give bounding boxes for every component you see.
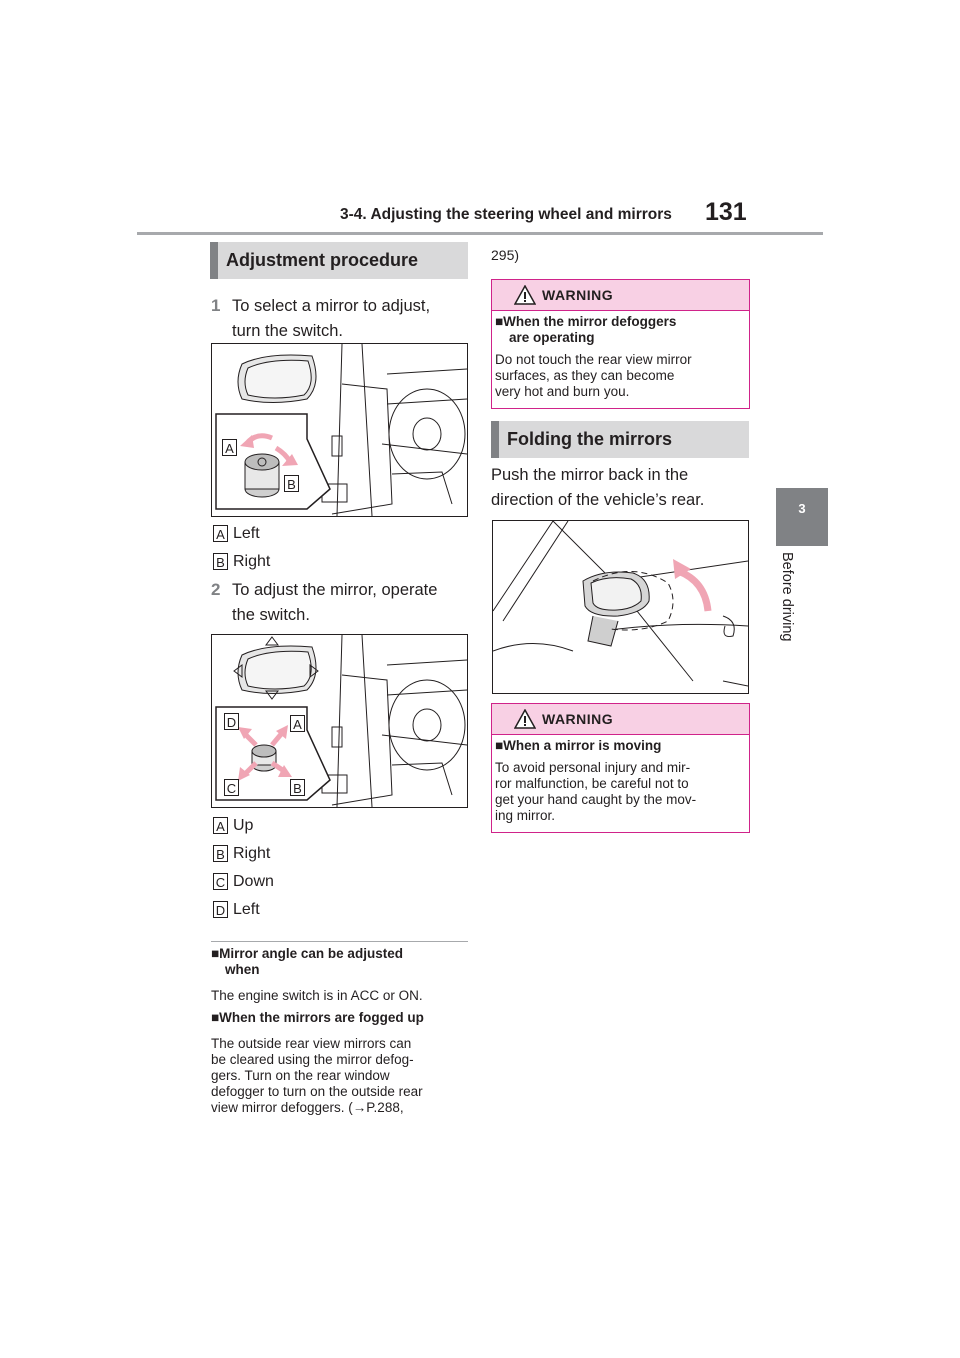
note-text: view mirror defoggers. (→P.288, (211, 1100, 404, 1115)
figure-callout-a: A (222, 439, 237, 456)
figure-callout-d: D (224, 713, 239, 730)
step-text: To select a mirror to adjust, (232, 297, 431, 315)
legend-key: A (213, 817, 228, 834)
figure-callout-b: B (290, 779, 305, 796)
warning-text: very hot and burn you. (495, 384, 630, 399)
chapter-tab-label (776, 552, 798, 672)
header-rule (137, 232, 823, 235)
legend-key: B (213, 845, 228, 862)
warning-text: Do not touch the rear view mirror (495, 352, 692, 367)
section-heading-text: Folding the mirrors (507, 429, 673, 449)
section-heading-text: Adjustment procedure (226, 250, 419, 270)
section-heading-marker (210, 242, 218, 279)
notes-divider (211, 941, 468, 942)
warning-title: WARNING (542, 711, 614, 727)
chapter-title: 3-4. Adjusting the steering wheel and mirrors (340, 206, 672, 223)
note-text: defogger to turn on the outside rear (211, 1084, 423, 1099)
section-heading-marker (491, 421, 499, 458)
chapter-tab (776, 488, 828, 546)
chapter-tab-label-text: Before driving (779, 552, 795, 642)
warning-text: surfaces, as they can become (495, 368, 675, 383)
warning-header (492, 704, 749, 735)
warning-text: get your hand caught by the mov- (495, 792, 697, 807)
figure-callout-a: A (290, 715, 305, 732)
figure-mirror-select-switch (211, 343, 468, 517)
note-text: be cleared using the mirror defog- (211, 1052, 414, 1067)
folding-text: Push the mirror back in the (491, 466, 689, 484)
legend-text: Left (233, 525, 260, 542)
warning-box-defoggers (491, 279, 750, 409)
warning-triangle-icon (514, 285, 536, 305)
warning-text: ing mirror. (495, 808, 556, 823)
legend-text: Right (233, 845, 271, 862)
folding-text: direction of the vehicle’s rear. (491, 491, 705, 509)
note-text: The outside rear view mirrors can (211, 1036, 412, 1051)
note-text: gers. Turn on the rear window (211, 1068, 390, 1083)
warning-header (492, 280, 749, 311)
step-number: 1 (211, 296, 221, 315)
figure-callout-c: C (224, 779, 239, 796)
warning-heading: are operating (509, 330, 595, 345)
legend-key: B (213, 553, 228, 570)
step-text: To adjust the mirror, operate (232, 581, 438, 599)
legend-text: Right (233, 553, 271, 570)
note-heading: ■When the mirrors are fogged up (211, 1010, 424, 1025)
folding-mirror-illustration (493, 521, 748, 693)
note-heading: when (225, 962, 260, 977)
legend-text: Left (233, 901, 260, 918)
mirror-adjust-illustration (212, 635, 467, 807)
warning-text: ror malfunction, be careful not to (495, 776, 689, 791)
legend-text: Down (233, 873, 274, 890)
step-text: turn the switch. (232, 322, 343, 340)
section-heading-folding (491, 421, 749, 458)
warning-heading: ■When a mirror is moving (495, 738, 662, 753)
continuation-text: 295) (491, 247, 520, 263)
warning-title: WARNING (542, 287, 614, 303)
legend-key: A (213, 525, 228, 542)
mirror-select-illustration (212, 344, 467, 516)
note-text: The engine switch is in ACC or ON. (211, 988, 423, 1003)
legend-key: C (213, 873, 228, 890)
warning-heading: ■When the mirror defoggers (495, 314, 677, 329)
warning-text: To avoid personal injury and mir- (495, 760, 691, 775)
step-text: the switch. (232, 606, 310, 624)
note-heading: ■Mirror angle can be adjusted (211, 946, 403, 961)
figure-callout-b: B (284, 475, 299, 492)
figure-folding-mirror (492, 520, 749, 694)
step-number: 2 (211, 580, 221, 599)
legend-key: D (213, 901, 228, 918)
chapter-tab-number: 3 (798, 501, 806, 516)
warning-box-moving (491, 703, 750, 833)
section-heading-adjustment (210, 242, 468, 279)
legend-text: Up (233, 817, 254, 834)
page-number: 131 (705, 198, 747, 226)
figure-mirror-adjust-switch (211, 634, 468, 808)
warning-triangle-icon (514, 709, 536, 729)
